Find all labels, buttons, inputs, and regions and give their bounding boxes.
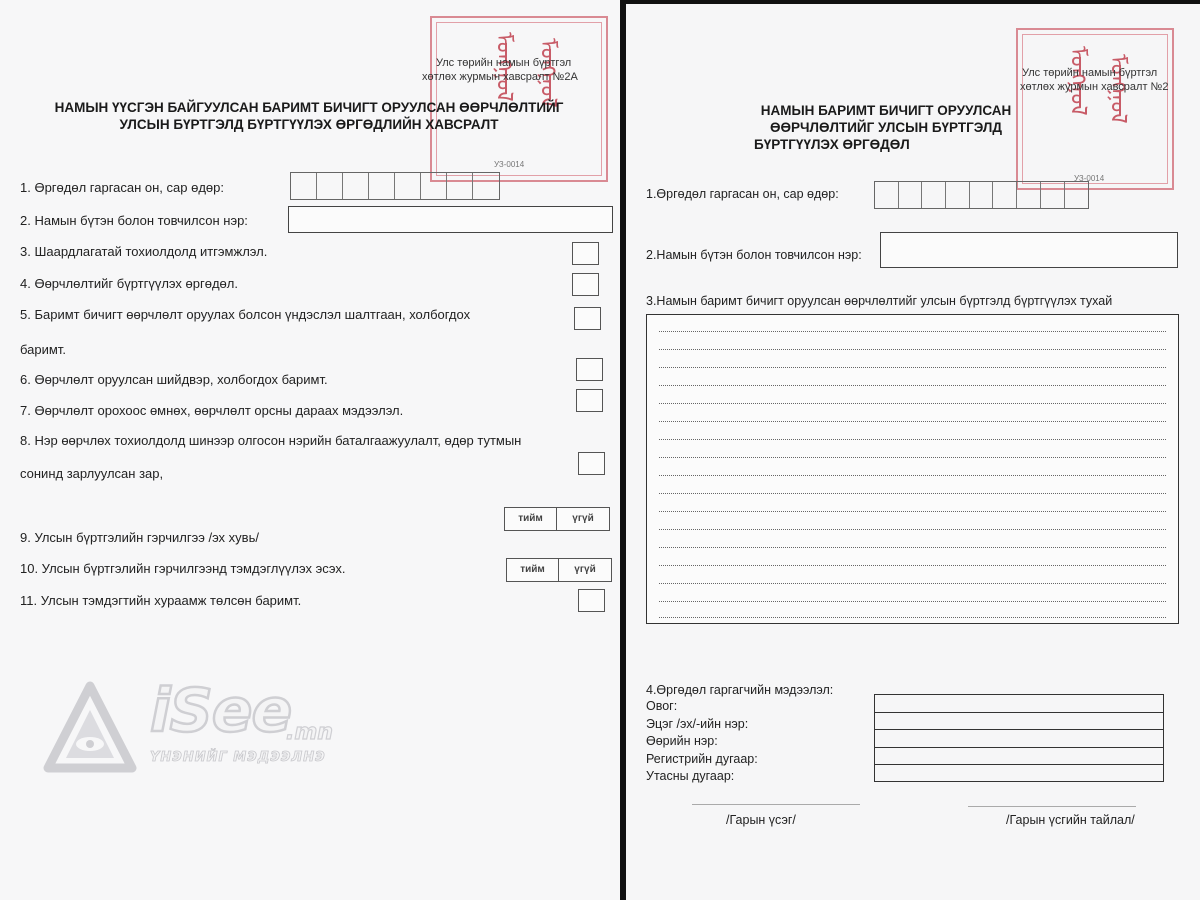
party-name-field[interactable] xyxy=(288,206,613,233)
given-name-input[interactable] xyxy=(875,730,1163,748)
patronymic-input[interactable] xyxy=(875,713,1163,731)
yes-option[interactable]: тийм xyxy=(505,508,557,530)
stamp-code: УЗ-0014 xyxy=(494,160,525,169)
isee-tagline: ҮНЭНИЙГ МЭДЭЭЛНЭ xyxy=(150,750,326,765)
item-10-yes-no xyxy=(506,558,612,582)
surname-input[interactable] xyxy=(875,695,1163,713)
item-9-yes-no xyxy=(504,507,610,531)
item-1-label: 1. Өргөдөл гаргасан он, сар өдөр: xyxy=(20,180,224,195)
applicant-info-table xyxy=(874,694,1164,782)
item-10-label: 10. Улсын бүртгэлийн гэрчилгээнд тэмдэглүүлэх эсэх. xyxy=(20,561,346,576)
item-9-label: 9. Улсын бүртгэлийн гэрчилгээ /эх хувь/ xyxy=(20,530,259,545)
registration-number-input[interactable] xyxy=(875,748,1163,766)
item-8-checkbox[interactable] xyxy=(578,452,605,475)
item-7-label: 7. Өөрчлөлт орохоос өмнөх, өөрчлөлт орсны дараах мэдээлэл. xyxy=(20,403,404,418)
no-option[interactable]: үгүй xyxy=(572,513,594,524)
page-title: НАМЫН БАРИМТ БИЧИГТ ОРУУЛСАН ӨӨРЧЛӨЛТИЙГ УЛСЫН БҮРТГЭЛД БҮРТГҮҮЛЭХ ӨРГӨДӨЛ xyxy=(754,103,1012,152)
item-11-label: 11. Улсын тэмдэгтийн хураамж төлсөн баримт. xyxy=(20,593,302,608)
isee-brand: iSee xyxy=(150,676,292,746)
item-4-label: 4. Өөрчлөлтийг бүртгүүлэх өргөдөл. xyxy=(20,276,238,291)
mongolian-script-seal: ᠮᠣᠩᠭᠣᠯ xyxy=(535,38,560,108)
q1-label: 1.Өргөдөл гаргасан он, сар өдөр: xyxy=(646,187,839,201)
item-3-label: 3. Шаардлагатай тохиолдолд итгэмжлэл. xyxy=(20,244,268,259)
annex-label: Улс төрийн намын бүртгэл хөтлөх журмын хавсралт №2А xyxy=(422,57,578,83)
item-11-checkbox[interactable] xyxy=(578,589,605,612)
signature-line[interactable] xyxy=(692,804,860,805)
isee-domain: .mn xyxy=(286,720,333,745)
item-4-checkbox[interactable] xyxy=(572,273,599,296)
annex-label: Улс төрийн намын бүртгэл хөтлөх журмын хавсралт №2 xyxy=(1020,67,1169,93)
mongolian-script-seal: ᠮᠣᠩᠭᠣᠯ xyxy=(1105,54,1130,124)
registration-number-label: Регистрийн дугаар: xyxy=(646,751,758,766)
date-input-cells[interactable] xyxy=(874,181,1089,209)
signature-clarification-line[interactable] xyxy=(968,806,1136,807)
item-7-checkbox[interactable] xyxy=(576,389,603,412)
form-page-annex-2 xyxy=(626,4,1200,900)
date-input-cells[interactable] xyxy=(290,172,500,200)
item-5-checkbox[interactable] xyxy=(574,307,601,330)
item-2-label: 2. Намын бүтэн болон товчилсон нэр: xyxy=(20,213,248,228)
stamp-code: УЗ-0014 xyxy=(1074,174,1105,183)
q3-label: 3.Намын баримт бичигт оруулсан өөрчлөлтийг улсын бүртгэлд бүртгүүлэх тухай xyxy=(646,294,1113,308)
signature-clarification-label: /Гарын үсгийн тайлал/ xyxy=(1006,813,1135,827)
phone-number-input[interactable] xyxy=(875,765,1163,783)
item-6-label: 6. Өөрчлөлт оруулсан шийдвэр, холбогдох баримт. xyxy=(20,372,328,387)
surname-label: Овог: xyxy=(646,699,678,713)
item-6-checkbox[interactable] xyxy=(576,358,603,381)
given-name-label: Өөрийн нэр: xyxy=(646,734,718,749)
item-5-label-cont: баримт. xyxy=(20,342,66,357)
party-name-field[interactable] xyxy=(880,232,1178,268)
page-title: НАМЫН ҮҮСГЭН БАЙГУУЛСАН БАРИМТ БИЧИГТ ОРУУЛСАН ӨӨРЧЛӨЛТИЙГ УЛСЫН БҮРТГЭЛД БҮРТГҮҮЛЭХ ӨРГӨДЛИЙН ХАВСРАЛТ xyxy=(54,100,564,132)
signature-label: /Гарын үсэг/ xyxy=(726,813,796,827)
item-8-label: 8. Нэр өөрчлөх тохиолдолд шинээр олгосон нэрийн баталгаажуулалт, өдөр тутмын xyxy=(20,433,522,448)
q4-label: 4.Өргөдөл гаргагчийн мэдээлэл: xyxy=(646,683,834,697)
item-5-label: 5. Баримт бичигт өөрчлөлт оруулах болсон үндэслэл шалтгаан, холбогдох xyxy=(20,307,471,322)
isee-triangle-icon xyxy=(42,680,138,776)
yes-option[interactable]: тийм xyxy=(507,559,559,581)
applicant-field-labels xyxy=(646,698,758,786)
no-option[interactable]: үгүй xyxy=(574,564,596,575)
change-description-textarea[interactable] xyxy=(646,314,1179,624)
patronymic-label: Эцэг /эх/-ийн нэр: xyxy=(646,716,749,731)
mongolian-script-seal: ᠮᠣᠩᠭᠣᠯ xyxy=(1065,46,1090,116)
item-8-label-cont: сонинд зарлуулсан зар, xyxy=(20,466,164,481)
item-3-checkbox[interactable] xyxy=(572,242,599,265)
isee-watermark-logo xyxy=(42,676,342,780)
q2-label: 2.Намын бүтэн болон товчилсон нэр: xyxy=(646,248,862,262)
mongolian-script-seal: ᠮᠣᠩᠭᠣᠯ xyxy=(491,32,516,102)
phone-number-label: Утасны дугаар: xyxy=(646,769,735,784)
